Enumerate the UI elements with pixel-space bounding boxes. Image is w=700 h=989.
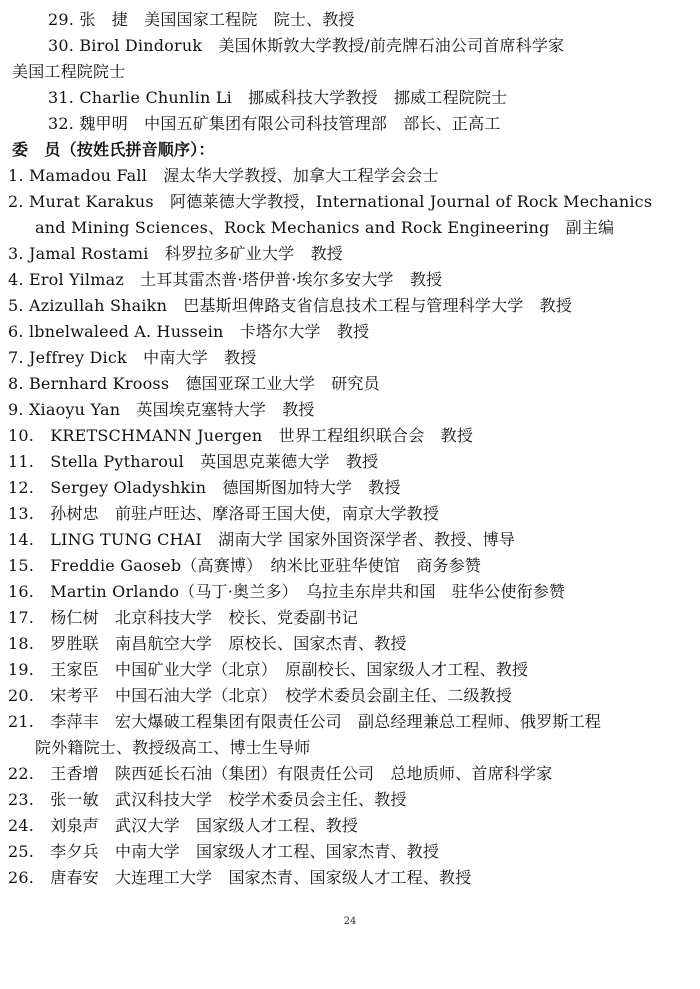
list-item-continuation: 院外籍院士、教授级高工、博士生导师 bbox=[35, 738, 311, 757]
list-item: 29. 张 捷 美国国家工程院 院士、教授 bbox=[48, 10, 355, 29]
list-item: 26. 唐春安 大连理工大学 国家杰青、国家级人才工程、教授 bbox=[8, 868, 472, 887]
list-item: 32. 魏甲明 中国五矿集团有限公司科技管理部 部长、正高工 bbox=[48, 114, 501, 133]
list-item: 5. Azizullah Shaikn 巴基斯坦俾路支省信息技术工程与管理科学大学 教授 bbox=[8, 296, 573, 315]
list-item: 1. Mamadou Fall 渥太华大学教授、加拿大工程学会会士 bbox=[8, 166, 439, 185]
list-item: 16. Martin Orlando（马丁·奥兰多） 乌拉圭东岸共和国 驻华公使衔参赞 bbox=[8, 582, 566, 601]
list-item: 11. Stella Pytharoul 英国思克莱德大学 教授 bbox=[8, 452, 379, 471]
list-item: 7. Jeffrey Dick 中南大学 教授 bbox=[8, 348, 257, 367]
list-item: 25. 李夕兵 中南大学 国家级人才工程、国家杰青、教授 bbox=[8, 842, 440, 861]
list-item: 24. 刘泉声 武汉大学 国家级人才工程、教授 bbox=[8, 816, 359, 835]
list-item: 8. Bernhard Krooss 德国亚琛工业大学 研究员 bbox=[8, 374, 380, 393]
page-number: 24 bbox=[343, 916, 357, 927]
list-item: 14. LING TUNG CHAI 湖南大学 国家外国资深学者、教授、博导 bbox=[8, 530, 516, 549]
list-item: 9. Xiaoyu Yan 英国埃克塞特大学 教授 bbox=[8, 400, 315, 419]
list-item: 13. 孙树忠 前驻卢旺达、摩洛哥王国大使，南京大学教授 bbox=[8, 504, 440, 523]
list-item-continuation: and Mining Sciences、Rock Mechanics and Rock Engineering 副主编 bbox=[35, 218, 615, 237]
list-item: 22. 王香增 陕西延长石油（集团）有限责任公司 总地质师、首席科学家 bbox=[8, 764, 553, 783]
list-item: 17. 杨仁树 北京科技大学 校长、党委副书记 bbox=[8, 608, 359, 627]
list-item-continuation: 美国工程院院士 bbox=[12, 62, 126, 81]
list-item: 18. 罗胜联 南昌航空大学 原校长、国家杰青、教授 bbox=[8, 634, 407, 653]
list-item: 21. 李萍丰 宏大爆破工程集团有限责任公司 副总经理兼总工程师、俄罗斯工程 bbox=[8, 712, 602, 731]
list-item: 20. 宋考平 中国石油大学（北京） 校学术委员会副主任、二级教授 bbox=[8, 686, 513, 705]
list-item: 3. Jamal Rostami 科罗拉多矿业大学 教授 bbox=[8, 244, 343, 263]
list-item: 12. Sergey Oladyshkin 德国斯图加特大学 教授 bbox=[8, 478, 401, 497]
list-item: 2. Murat Karakus 阿德莱德大学教授，International Journal of Rock Mechanics bbox=[8, 192, 653, 211]
list-item: 15. Freddie Gaoseb（高赛博） 纳米比亚驻华使馆 商务参赞 bbox=[8, 556, 482, 575]
list-item: 6. lbnelwaleed A. Hussein 卡塔尔大学 教授 bbox=[8, 322, 370, 341]
list-item: 19. 王家臣 中国矿业大学（北京） 原副校长、国家级人才工程、教授 bbox=[8, 660, 529, 679]
list-item: 30. Birol Dindoruk 美国休斯敦大学教授/前壳牌石油公司首席科学家 bbox=[48, 36, 565, 55]
list-item: 31. Charlie Chunlin Li 挪威科技大学教授 挪威工程院院士 bbox=[48, 88, 508, 107]
list-item: 23. 张一敏 武汉科技大学 校学术委员会主任、教授 bbox=[8, 790, 407, 809]
list-item: 10. KRETSCHMANN Juergen 世界工程组织联合会 教授 bbox=[8, 426, 474, 445]
section-heading: 委 员（按姓氏拼音顺序）： bbox=[12, 140, 215, 159]
list-item: 4. Erol Yilmaz 土耳其雷杰普·塔伊普·埃尔多安大学 教授 bbox=[8, 270, 443, 289]
